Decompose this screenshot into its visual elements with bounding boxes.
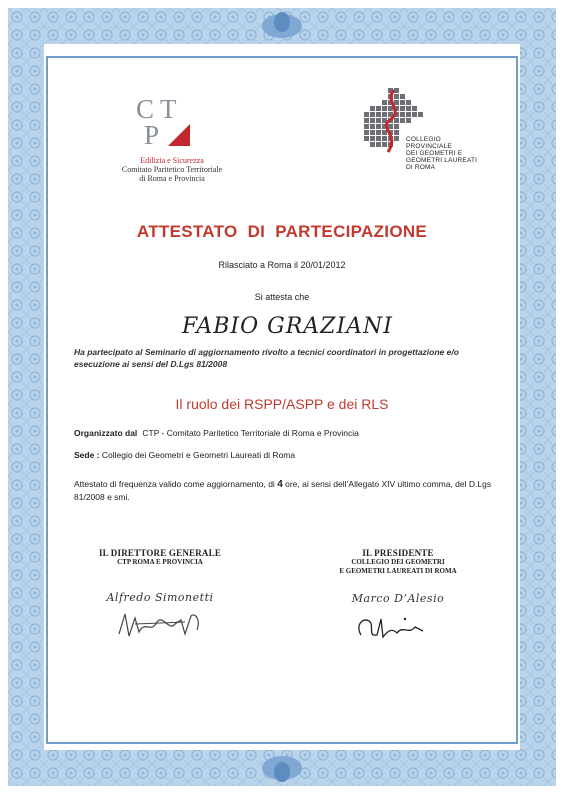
organizer-line: [74, 428, 359, 438]
venue-line: [74, 450, 295, 460]
collegio-logo: [350, 88, 490, 178]
recipient-name: FABIO GRAZIANI: [182, 314, 393, 339]
attestation-intro: Si attesta che: [254, 292, 310, 302]
collegio-line: DEI GEOMETRI E: [406, 150, 463, 157]
frequency-text-before: Attestato di frequenza valido come aggiornamento, di: [74, 479, 278, 489]
frequency-text-after: ore, ai sensi dell’Allegato XIV ultimo comma, del D.Lgs 81/2008 e smi.: [74, 479, 494, 502]
organizer-value: CTP - Comitato Paritetico Territoriale di Roma e Provincia: [142, 428, 359, 438]
venue-label: Sede :: [74, 450, 100, 460]
ctp-logo-letters: CT: [136, 94, 183, 124]
issue-date: Rilasciato a Roma il 20/01/2012: [218, 260, 346, 270]
president-role: IL PRESIDENTE: [362, 548, 434, 558]
president-org-line1: COLLEGIO DEI GEOMETRI: [351, 558, 445, 566]
director-role: IL DIRETTORE GENERALE: [98, 548, 222, 558]
collegio-line: PROVINCIALE: [406, 143, 452, 150]
president-signature-scribble: [353, 611, 443, 641]
president-org-line2: E GEOMETRI LAUREATI DI ROMA: [339, 567, 457, 575]
signature-president: [318, 548, 478, 641]
organizer-label: Organizzato dal: [74, 428, 138, 438]
president-printed-name: Marco D’Alesio: [351, 592, 445, 605]
seminar-title: Il ruolo dei RSPP/ASPP e dei RLS: [175, 396, 389, 412]
ctp-logo-letter-p: P: [144, 120, 160, 150]
director-printed-name: Alfredo Simonetti: [106, 591, 214, 604]
participation-statement: Ha partecipato al Seminario di aggiornamento rivolto a tecnici coordinatori in progettazione e/o esecuzione ai sensi del D.Lgs 81/2008: [74, 347, 459, 369]
signature-director: [80, 548, 240, 640]
collegio-line: COLLEGIO: [406, 136, 441, 143]
ctp-logo-region: di Roma e Provincia: [139, 174, 205, 183]
director-org: CTP ROMA E PROVINCIA: [117, 558, 203, 566]
ctp-logo-red-triangle: [168, 124, 190, 146]
collegio-logo-text: [406, 136, 477, 171]
ctp-logo: [102, 94, 242, 183]
certificate-title: ATTESTATO DI PARTECIPAZIONE: [136, 222, 428, 241]
collegio-line: DI ROMA: [406, 164, 436, 171]
ctp-logo-mark: [132, 94, 212, 152]
director-signature-scribble: [115, 610, 205, 640]
venue-value: Collegio dei Geometri e Geometri Laureati di Roma: [99, 450, 296, 460]
collegio-line: GEOMETRI LAUREATI: [406, 157, 478, 164]
ctp-logo-tagline: Edilizia e Sicurezza: [140, 156, 204, 165]
certificate-content: [50, 60, 514, 740]
frequency-statement: [74, 478, 504, 503]
frequency-hours: 4: [277, 479, 283, 490]
ctp-logo-name: Comitato Paritetico Territoriale: [121, 165, 223, 174]
